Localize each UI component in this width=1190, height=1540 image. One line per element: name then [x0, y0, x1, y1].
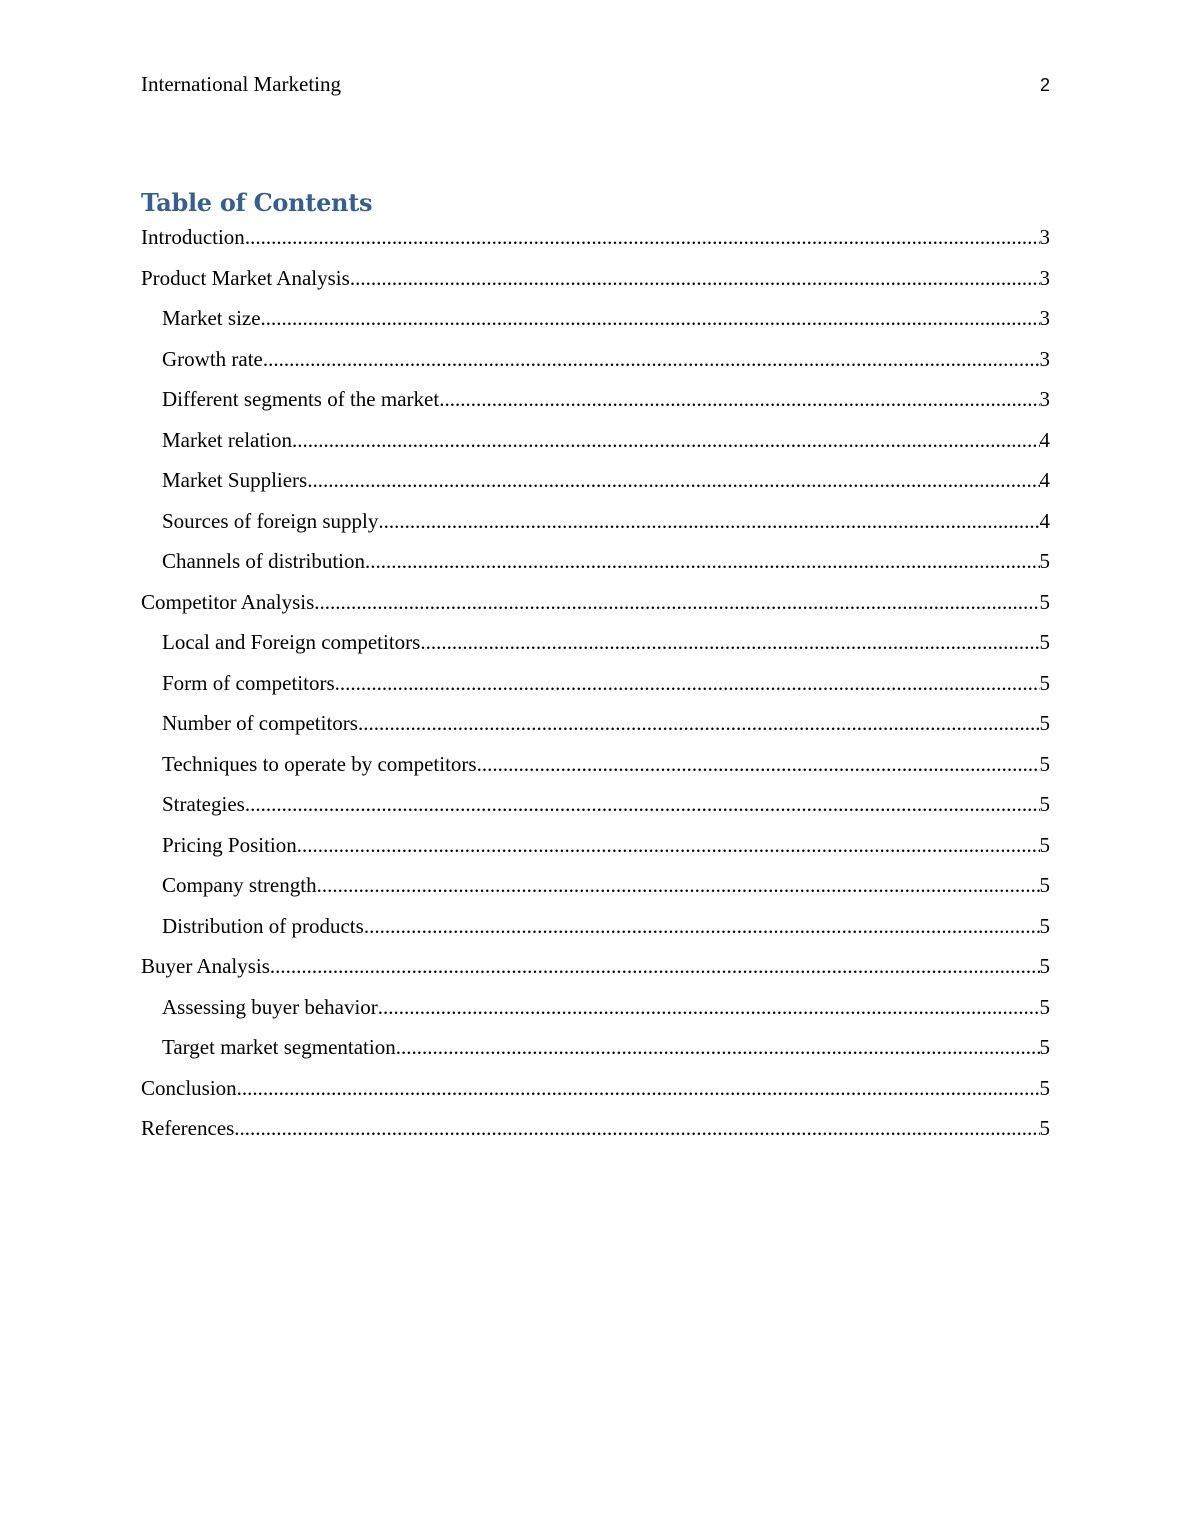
toc-dot-leader: [292, 426, 1039, 454]
toc-dot-leader: [477, 750, 1040, 778]
toc-entry-page-number: 3: [1039, 225, 1050, 249]
toc-dot-leader: [234, 1114, 1039, 1142]
toc-entry[interactable]: [141, 588, 1050, 629]
toc-entry-label: Form of competitors: [162, 670, 335, 695]
toc-entry[interactable]: [141, 1074, 1050, 1115]
toc-entry-page-number: 5: [1039, 630, 1050, 654]
toc-entry-page-number: 5: [1039, 549, 1050, 573]
toc-dot-leader: [245, 790, 1040, 818]
toc-dot-leader: [261, 304, 1040, 332]
running-header-title: International Marketing: [141, 72, 342, 96]
toc-heading: Table of Contents: [141, 188, 373, 217]
toc-entry-page-number: 5: [1039, 873, 1050, 897]
toc-entry[interactable]: [141, 223, 1050, 264]
toc-dot-leader: [297, 831, 1040, 859]
toc-entry-label: Strategies: [162, 792, 245, 816]
toc-entry-label: Different segments of the market: [162, 387, 440, 411]
toc-dot-leader: [420, 628, 1039, 656]
toc-dot-leader: [364, 912, 1040, 940]
toc-entry-label: Competitor Analysis: [141, 589, 315, 614]
toc-entry-label: References: [141, 1116, 235, 1140]
toc-entry[interactable]: [141, 264, 1050, 305]
toc-dot-leader: [245, 223, 1040, 251]
toc-entry-label: Conclusion: [141, 1075, 237, 1100]
toc-entry-page-number: 4: [1039, 427, 1050, 452]
toc-entry[interactable]: [141, 304, 1050, 345]
toc-entry-label: Market relation: [162, 427, 293, 452]
toc-entry-label: Market size: [162, 306, 261, 330]
toc-entry-label: Buyer Analysis: [141, 954, 270, 978]
toc-entry[interactable]: [141, 426, 1050, 467]
toc-entry[interactable]: [141, 871, 1050, 912]
toc-entry-page-number: 5: [1039, 670, 1050, 695]
toc-entry[interactable]: [141, 507, 1050, 548]
toc-entry-label: Growth rate: [162, 346, 263, 371]
toc-entry-page-number: 5: [1039, 792, 1050, 816]
toc-dot-leader: [307, 466, 1039, 494]
toc-dot-leader: [378, 507, 1039, 535]
toc-entry-page-number: 5: [1039, 994, 1050, 1019]
toc-entry[interactable]: [141, 709, 1050, 750]
toc-entry-page-number: 5: [1039, 832, 1050, 857]
toc-entry[interactable]: [141, 669, 1050, 710]
toc-entry-label: Product Market Analysis: [141, 265, 350, 290]
page-number: 2: [1039, 75, 1050, 95]
toc-dot-leader: [335, 669, 1040, 697]
toc-entry[interactable]: [141, 750, 1050, 791]
toc-entry-label: Techniques to operate by competitors: [162, 751, 477, 776]
toc-entry-page-number: 3: [1039, 265, 1050, 290]
toc-dot-leader: [365, 547, 1040, 575]
toc-entry[interactable]: [141, 466, 1050, 507]
toc-dot-leader: [358, 709, 1040, 737]
page-header: [141, 70, 1050, 98]
toc-entry[interactable]: [141, 1033, 1050, 1074]
toc-dot-leader: [439, 385, 1039, 413]
table-of-contents: [141, 223, 1050, 1155]
toc-entry[interactable]: [141, 345, 1050, 386]
toc-entry-page-number: 5: [1039, 1035, 1050, 1059]
toc-entry[interactable]: [141, 912, 1050, 953]
toc-entry-label: Pricing Position: [162, 832, 297, 857]
toc-entry-label: Channels of distribution: [162, 549, 365, 573]
toc-entry-page-number: 4: [1039, 468, 1050, 492]
toc-dot-leader: [237, 1074, 1040, 1102]
toc-entry[interactable]: [141, 1114, 1050, 1155]
toc-entry[interactable]: [141, 993, 1050, 1034]
toc-entry-page-number: 5: [1039, 751, 1050, 776]
toc-entry-page-number: 3: [1039, 306, 1050, 330]
toc-entry[interactable]: [141, 952, 1050, 993]
toc-entry-label: Target market segmentation: [162, 1035, 396, 1059]
toc-entry-page-number: 5: [1039, 913, 1050, 938]
toc-entry-page-number: 5: [1039, 1075, 1050, 1100]
toc-entry-label: Market Suppliers: [162, 468, 308, 492]
toc-dot-leader: [396, 1033, 1040, 1061]
toc-entry-page-number: 4: [1039, 508, 1050, 533]
toc-entry-page-number: 3: [1039, 346, 1050, 371]
toc-entry-label: Number of competitors: [162, 711, 358, 735]
toc-dot-leader: [270, 952, 1040, 980]
toc-entry-label: Local and Foreign competitors: [162, 630, 421, 654]
toc-entry[interactable]: [141, 385, 1050, 426]
toc-entry-page-number: 5: [1039, 1116, 1050, 1140]
toc-entry[interactable]: [141, 628, 1050, 669]
toc-entry-label: Company strength: [162, 873, 317, 897]
toc-entry-page-number: 5: [1039, 589, 1050, 614]
toc-dot-leader: [317, 871, 1040, 899]
toc-dot-leader: [263, 345, 1040, 373]
toc-entry-label: Distribution of products: [162, 913, 364, 938]
toc-dot-leader: [314, 588, 1039, 616]
toc-entry-page-number: 5: [1039, 954, 1050, 978]
toc-dot-leader: [350, 264, 1040, 292]
toc-entry-page-number: 5: [1039, 711, 1050, 735]
toc-entry-label: Assessing buyer behavior: [162, 994, 378, 1019]
toc-entry-label: Introduction: [141, 225, 245, 249]
toc-entry[interactable]: [141, 547, 1050, 588]
toc-entry-label: Sources of foreign supply: [162, 508, 379, 533]
toc-entry[interactable]: [141, 790, 1050, 831]
toc-entry-page-number: 3: [1039, 387, 1050, 411]
toc-dot-leader: [378, 993, 1040, 1021]
toc-entry[interactable]: [141, 831, 1050, 872]
